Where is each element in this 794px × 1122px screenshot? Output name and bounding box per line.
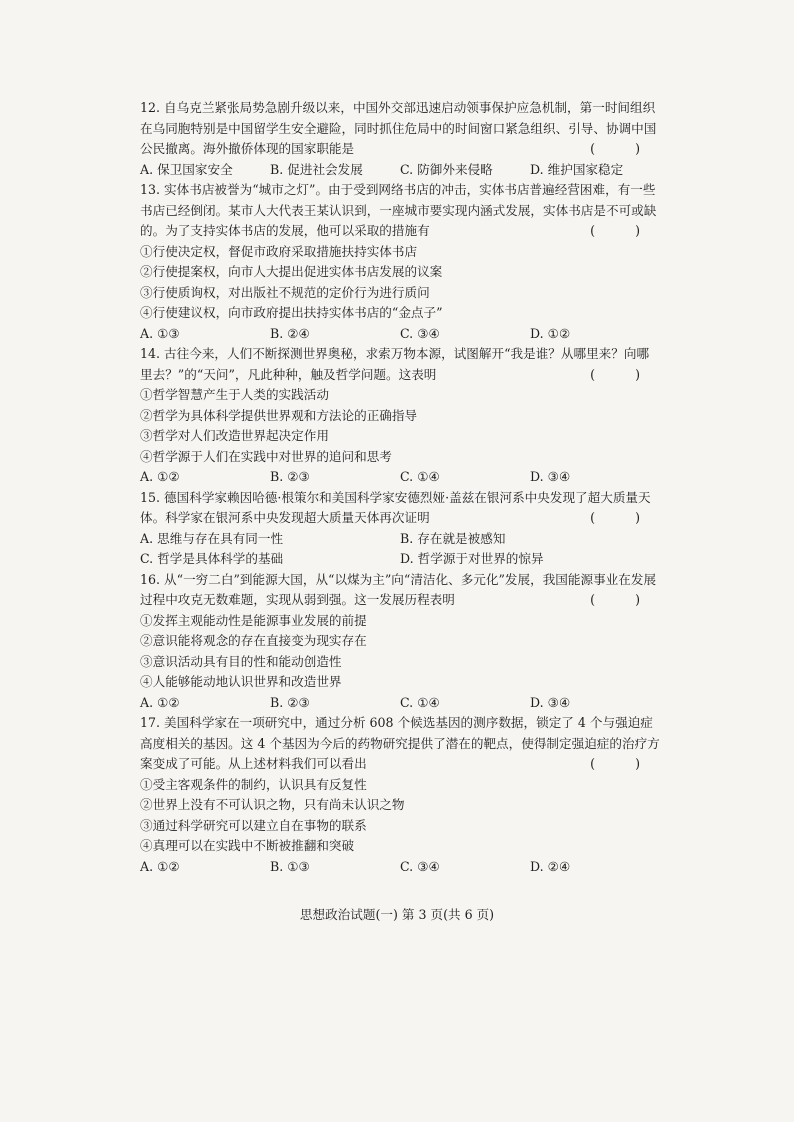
answer-option: B. ①③ <box>270 858 310 874</box>
question-stem-text: 15. 德国科学家赖因哈德·根策尔和美国科学家安德烈娅·盖兹在银河系中央发现了超大质量天体。科学家在银河系中央发现超大质量天体再次证明 <box>140 489 651 525</box>
statement-item: ④哲学源于人们在实践中对世界的追问和思考 <box>140 448 392 464</box>
answer-option: D. 维护国家稳定 <box>530 161 624 177</box>
options-row <box>140 324 660 345</box>
statement-item: ②意识能将观念的存在直接变为现实存在 <box>140 633 367 648</box>
answer-option: A. ①② <box>140 858 180 874</box>
question-block <box>140 344 660 488</box>
answer-option: C. 防御外来侵略 <box>400 161 493 177</box>
answer-blank: ( ) <box>590 366 658 382</box>
statement-item: ①哲学智慧产生于人类的实践活动 <box>140 387 329 402</box>
statement-item: ②行使提案权，向市人大提出促进实体书店发展的议案 <box>140 264 443 279</box>
answer-option: D. 哲学源于对世界的惊异 <box>400 551 544 566</box>
answer-option: A. 保卫国家安全 <box>140 161 233 177</box>
answer-option: C. ①④ <box>400 469 440 484</box>
answer-blank: ( ) <box>590 592 658 607</box>
page-footer: 思想政治试题(一) 第 3 页(共 6 页) <box>299 907 495 922</box>
answer-option: D. ③④ <box>530 469 571 484</box>
question-stem-text: 17. 美国科学家在一项研究中，通过分析 608 个候选基因的测序数据，锁定了 4 个与强迫症高度相关的基因。这 4 个基因为今后的药物研究提供了潜在的靶点，使得制定强迫症的治疗方案变成了可能。从上述材料我们可以看出 <box>140 715 660 771</box>
answer-option: B. 促进社会发展 <box>270 161 363 177</box>
answer-option: C. ①④ <box>400 694 440 710</box>
answer-option: A. ①③ <box>140 325 180 341</box>
statement-item: ④行使建议权，向市政府提出扶持实体书店的“金点子” <box>140 305 443 320</box>
options-row <box>140 467 660 488</box>
question-stem-text: 14. 古往今来，人们不断探测世界奥秘，求索万物本源，试图解开“我是谁？从哪里来？向哪里去？”的“天问”，凡此种种，触及哲学问题。这表明 <box>140 346 650 382</box>
statement-item: ③行使质询权，对出版社不规范的定价行为进行质问 <box>140 284 430 300</box>
statement-item: ④人能够能动地认识世界和改造世界 <box>140 674 342 689</box>
question-block <box>140 713 660 877</box>
options-row <box>140 160 660 181</box>
question-stem-text: 12. 自乌克兰紧张局势急剧升级以来，中国外交部迅速启动领事保护应急机制，第一时间组织在乌同胞特别是中国留学生安全避险，同时抓住危局中的时间窗口紧急组织、引导、协调中国公民撤离。海外撤侨体现的国家职能是 <box>140 100 657 156</box>
answer-option: D. ②④ <box>530 858 571 874</box>
answer-option: A. 思维与存在具有同一性 <box>140 530 284 546</box>
options-row <box>140 549 660 570</box>
answer-blank: ( ) <box>590 141 658 156</box>
question-stem <box>140 713 660 775</box>
answer-option: D. ①② <box>530 325 571 341</box>
statement-item: ④真理可以在实践中不断被推翻和突破 <box>140 838 355 853</box>
question-block <box>140 98 660 180</box>
statement-item: ③通过科学研究可以建立自在事物的联系 <box>140 817 367 833</box>
question-stem <box>140 98 660 160</box>
question-block <box>140 180 660 344</box>
options-row <box>140 529 660 550</box>
answer-option: C. ③④ <box>400 325 440 341</box>
answer-blank: ( ) <box>590 510 658 525</box>
answer-option: C. 哲学是具体科学的基础 <box>140 551 284 566</box>
question-stem-text: 16. 从“一穷二白”到能源大国，从“以煤为主”向“清洁化、多元化”发展，我国能源事业在发展过程中攻克无数难题，实现从弱到强。这一发展历程表明 <box>140 571 657 607</box>
answer-option: B. ②③ <box>270 694 310 710</box>
answer-option: A. ①② <box>140 469 180 484</box>
statement-item: ②世界上没有不可认识之物，只有尚未认识之物 <box>140 797 405 812</box>
question-stem <box>140 344 660 385</box>
question-stem <box>140 488 660 529</box>
question-stem <box>140 570 660 611</box>
answer-option: B. ②③ <box>270 469 310 484</box>
options-row <box>140 693 660 714</box>
statement-item: ①发挥主观能动性是能源事业发展的前提 <box>140 612 367 628</box>
statement-item: ③哲学对人们改造世界起决定作用 <box>140 428 329 443</box>
answer-option: A. ①② <box>140 694 180 710</box>
answer-option: B. ②④ <box>270 325 310 341</box>
answer-option: C. ③④ <box>400 858 440 874</box>
answer-option: D. ③④ <box>530 694 571 710</box>
options-row <box>140 857 660 878</box>
question-block <box>140 570 660 714</box>
question-stem-text: 13. 实体书店被誉为“城市之灯”。由于受到网络书店的冲击，实体书店普遍经营困难，有一些书店已经倒闭。某市人大代表王某认识到，一座城市要实现内涵式发展，实体书店是不可或缺的。为了支持实体书店的发展，他可以采取的措施有 <box>140 182 657 238</box>
statement-item: ②哲学为具体科学提供世界观和方法论的正确指导 <box>140 407 418 423</box>
question-block <box>140 488 660 570</box>
question-list <box>140 98 660 877</box>
question-stem <box>140 180 660 242</box>
answer-option: B. 存在就是被感知 <box>400 530 506 546</box>
statement-item: ①行使决定权，督促市政府采取措施扶持实体书店 <box>140 243 418 259</box>
statement-item: ③意识活动具有目的性和能动创造性 <box>140 653 342 669</box>
statement-item: ①受主客观条件的制约，认识具有反复性 <box>140 776 367 792</box>
answer-blank: ( ) <box>590 756 658 771</box>
answer-blank: ( ) <box>590 223 658 238</box>
